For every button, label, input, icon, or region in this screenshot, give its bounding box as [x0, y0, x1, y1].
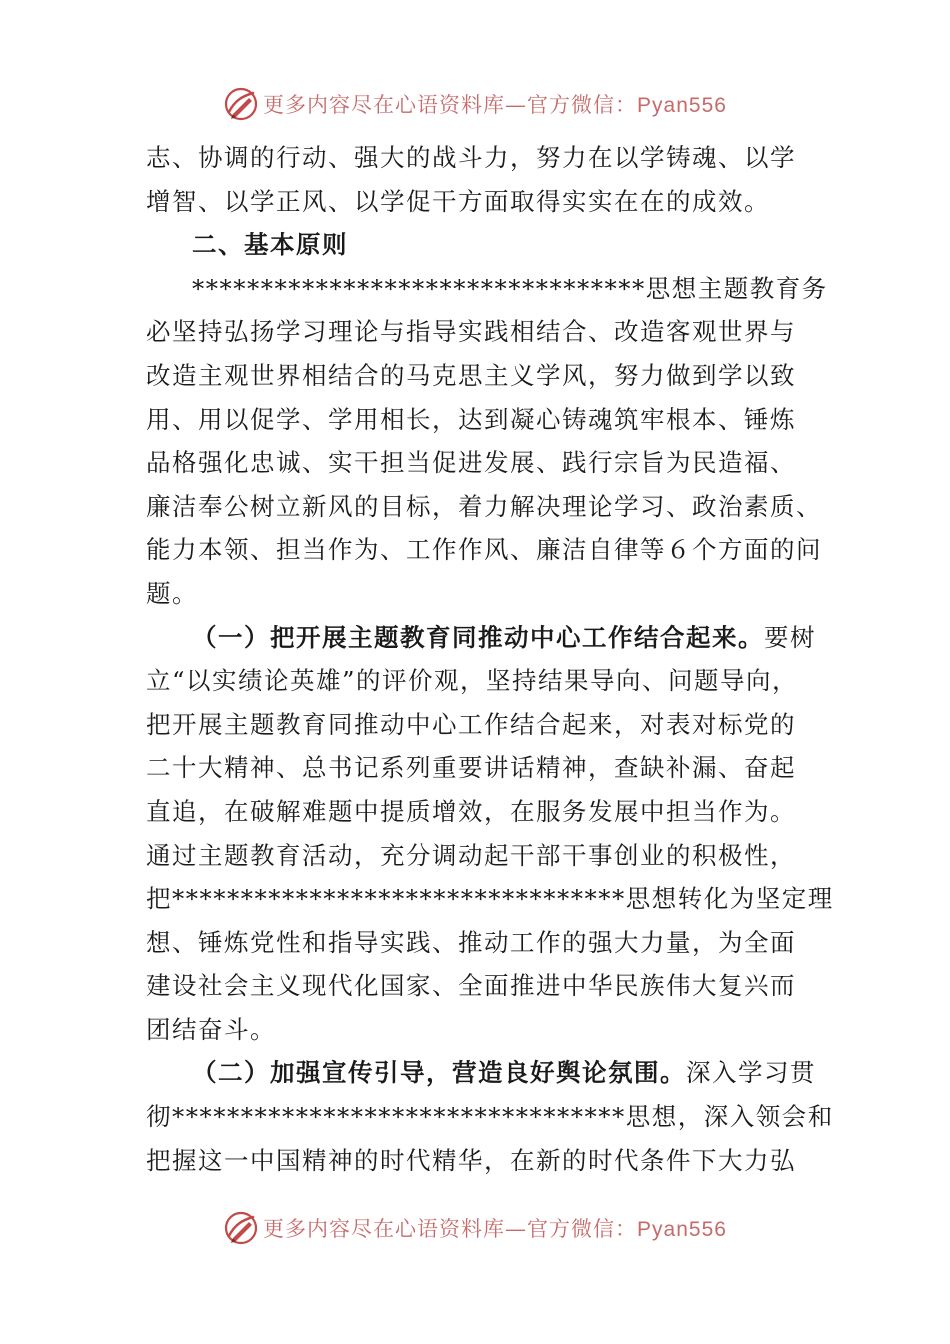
text-line: 彻*********************************思想，深入领会和 [146, 1102, 834, 1132]
text-line: 廉洁奉公树立新风的目标，着力解决理论学习、政治素质、 [146, 491, 822, 521]
text-line: 能力本领、担当作为、工作作风、廉洁自律等６个方面的问 [146, 535, 822, 565]
item-two-line [146, 1051, 816, 1095]
item-two-heading: （二）加强宣传引导，营造良好舆论氛围。 [192, 1058, 686, 1088]
item-one-line [146, 616, 816, 660]
text-line: 把开展主题教育同推动中心工作结合起来，对表对标党的 [146, 709, 796, 739]
text-line: 题。 [146, 578, 198, 608]
pen-logo-icon [223, 86, 259, 122]
text-line: *********************************思想主题教育务 [192, 273, 828, 303]
footer-banner-text: 更多内容尽在心语资料库—官方微信：Pyan556 [263, 1217, 727, 1241]
header-banner-text: 更多内容尽在心语资料库—官方微信：Pyan556 [263, 93, 727, 117]
footer-banner [0, 1208, 950, 1248]
document-body [146, 136, 834, 1182]
text-line: 二十大精神、总书记系列重要讲话精神，查缺补漏、奋起 [146, 753, 796, 783]
header-wechat-id: Pyan556 [637, 94, 727, 117]
footer-wechat-id: Pyan556 [637, 1218, 727, 1241]
item-two-tail: 深入学习贯 [686, 1058, 816, 1088]
text-line: 增智、以学正风、以学促干方面取得实实在在的成效。 [146, 186, 770, 216]
text-line: 想、锤炼党性和指导实践、推动工作的强大力量，为全面 [146, 927, 796, 957]
pen-logo-icon [223, 1210, 259, 1246]
text-line: 直追，在破解难题中提质增效，在服务发展中担当作为。 [146, 796, 796, 826]
text-line: 必坚持弘扬学习理论与指导实践相结合、改造客观世界与 [146, 317, 796, 347]
header-banner [0, 84, 950, 124]
text-line: 建设社会主义现代化国家、全面推进中华民族伟大复兴而 [146, 971, 796, 1001]
text-line: 把*********************************思想转化为坚定理 [146, 884, 834, 914]
text-line: 改造主观世界相结合的马克思主义学风，努力做到学以致 [146, 360, 796, 390]
section-heading: 二、基本原则 [192, 230, 348, 260]
text-line: 把握这一中国精神的时代精华，在新的时代条件下大力弘 [146, 1145, 796, 1175]
item-one-tail: 要树 [764, 622, 816, 652]
text-line: 品格强化忠诚、实干担当促进发展、践行宗旨为民造福、 [146, 448, 796, 478]
text-line: 通过主题教育活动，充分调动起干部干事创业的积极性， [146, 840, 796, 870]
text-line: 志、协调的行动、强大的战斗力，努力在以学铸魂、以学 [146, 143, 796, 172]
text-line: 团结奋斗。 [146, 1014, 276, 1044]
item-one-heading: （一）把开展主题教育同推动中心工作结合起来。 [192, 622, 764, 652]
text-line: 用、用以促学、学用相长，达到凝心铸魂筑牢根本、锤炼 [146, 404, 796, 434]
text-line: 立“以实绩论英雄”的评价观，坚持结果导向、问题导向， [146, 666, 799, 696]
